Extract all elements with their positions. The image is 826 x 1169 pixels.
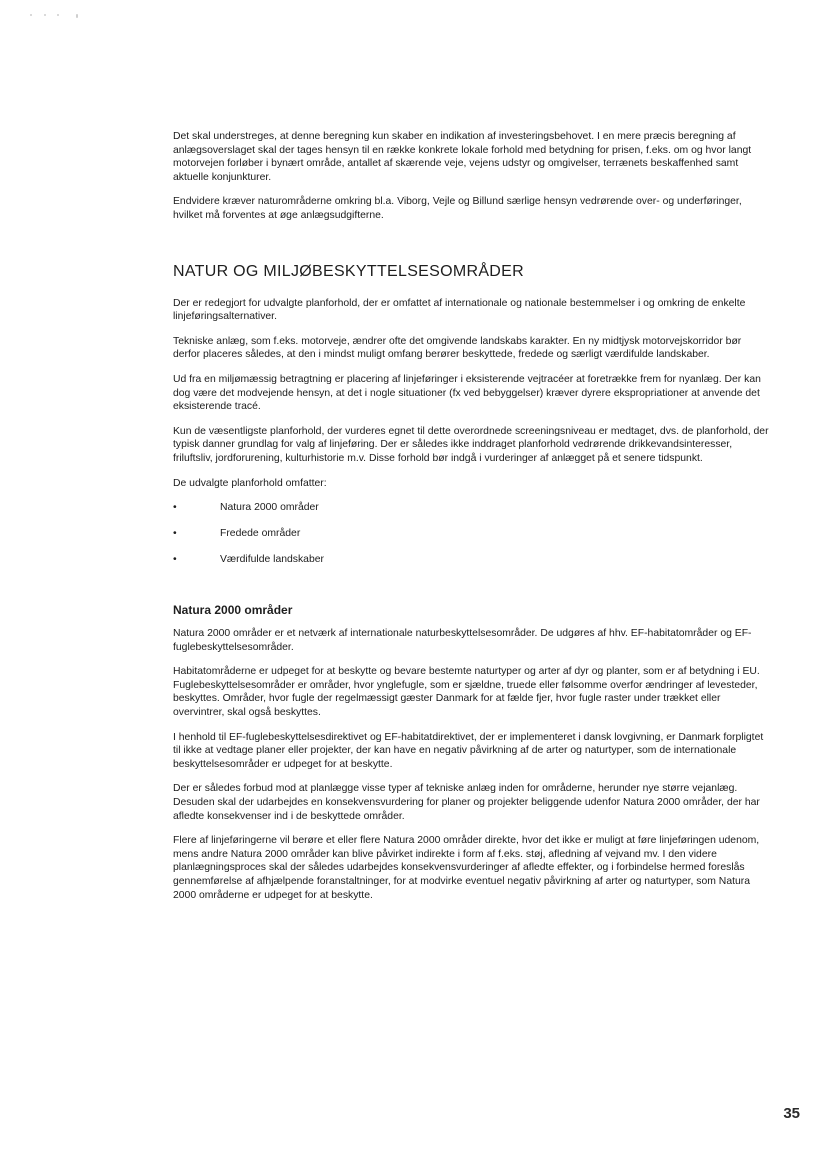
section-paragraph-3: Ud fra en miljømæssig betragtning er placering af linjeføringer i eksisterende vejtracéer at foretrække frem for nyanlæg. Der kan dog være det modvejende hensyn, at det i nogle situationer (fx ved bebyggelser) kræver dyrere ekspropriationer at anvende det eksisterende tracé. xyxy=(173,373,761,413)
section-heading: NATUR OG MILJØBESKYTTELSESOMRÅDER xyxy=(173,262,524,280)
intro-paragraph-2: Endvidere kræver naturområderne omkring bl.a. Viborg, Vejle og Billund særlige hensyn vedrørende over- og underføringer, hvilket må forventes at øge anlægsudgifterne. xyxy=(173,196,742,221)
page-body xyxy=(173,130,770,913)
subsection-paragraph-4: Der er således forbud mod at planlægge visse typer af tekniske anlæg inden for områderne, herunder nye større vejanlæg. Desuden skal der udarbejdes en konsekvensvurdering for planer og projekter beliggende udenfor Natura 2000 områder, der har afledte konsekvenser ind i de beskyttede områder. xyxy=(173,783,760,822)
list-item xyxy=(173,527,770,553)
section-paragraph-5: De udvalgte planforhold omfatter: xyxy=(173,477,327,489)
bullet-icon: • xyxy=(173,528,177,540)
subsection-paragraph-5: Flere af linjeføringerne vil berøre et eller flere Natura 2000 områder direkte, hvor det ikke er muligt at føre linjeføringen udenom, mens andre Natura 2000 områder kan blive påvirket indirekte i form af f.eks. støj, afledning af vejvand mv. I den videre planlægningsproces skal der således udarbejdes konsekvensvurderinger af afledte effekter, og i forbindelse hermed foreslås gennemførelse af afhjælpende foranstaltninger, for at modvirke eventuel negativ påvirkning af arter og naturtyper, som Natura 2000 områderne er udpeget for at beskytte. xyxy=(173,835,760,901)
list-item xyxy=(173,553,770,579)
list-item-text: Natura 2000 områder xyxy=(220,502,319,514)
list-item xyxy=(173,501,770,527)
subsection-paragraph-2: Habitatområderne er udpeget for at beskytte og bevare bestemte naturtyper og arter af dyr og planter, som er af betydning i EU. Fuglebeskyttelsesområder er områder, hvor ynglefugle, som er sjældne, truede eller følsomme overfor ændringer af levesteder, beskyttes. Områder, hvor fugle der regelmæssigt gæster Danmark for at fælde fjer, hvor fugle raster under trækket eller overvintrer, skal også beskyttes. xyxy=(173,666,760,719)
list-item-text: Værdifulde landskaber xyxy=(220,554,324,566)
intro-paragraph-1: Det skal understreges, at denne beregning kun skaber en indikation af investeringsbehovet. I en mere præcis beregning af anlægsoverslaget skal der tages hensyn til en række konkrete lokale forhold med betydning for prisen, f.eks. om og hvor langt motorvejen forløber i bynært område, antallet af skærende veje, vejens udstyr og omgivelser, terrænets beskaffenhed samt aktuelle konjunkturer. xyxy=(173,131,752,183)
section-paragraph-1: Der er redegjort for udvalgte planforhold, der er omfattet af internationale og nationale bestemmelser i og omkring de enkelte linjeføringsalternativer. xyxy=(173,297,746,323)
subsection-paragraph-3: I henhold til EF-fuglebeskyttelsesdirektivet og EF-habitatdirektivet, der er implementeret i dansk lovgivning, er Danmark forpligtet til ikke at vedtage planer eller projekter, der kan have en negativ påvirkning af de arter og naturtyper, som de internationale beskyttelsesområder er udpeget for at beskytte. xyxy=(173,731,764,770)
bullet-icon: • xyxy=(173,554,177,566)
page-number: 35 xyxy=(783,1105,800,1122)
subsection-heading: Natura 2000 områder xyxy=(173,603,293,618)
scan-artifact xyxy=(30,14,80,18)
planforhold-list xyxy=(173,501,770,579)
subsection-paragraph-1: Natura 2000 områder er et netværk af internationale naturbeskyttelsesområder. De udgøres af hhv. EF-habitatområder og EF- fuglebeskyttelsesområder. xyxy=(173,628,752,653)
section-paragraph-4: Kun de væsentligste planforhold, der vurderes egnet til dette overordnede screeningsniveau er medtaget, dvs. de planforhold, der typisk danner grundlag for valg af linjeføring. Der er således ikke inddraget planforhold vedrørende drikkevandsinteresser, friluftsliv, jordforurening, kulturhistorie m.v. Disse forhold bør indgå i vurderinger af anlægget på et senere tidspunkt. xyxy=(173,425,769,464)
list-item-text: Fredede områder xyxy=(220,528,301,540)
bullet-icon: • xyxy=(173,502,177,514)
section-paragraph-2: Tekniske anlæg, som f.eks. motorveje, ændrer ofte det omgivende landskabs karakter. En ny midtjysk motorvejskorridor bør derfor placeres således, at den i mindst muligt omfang berører beskyttede, fredede og særligt værdifulde landskaber. xyxy=(173,335,742,361)
